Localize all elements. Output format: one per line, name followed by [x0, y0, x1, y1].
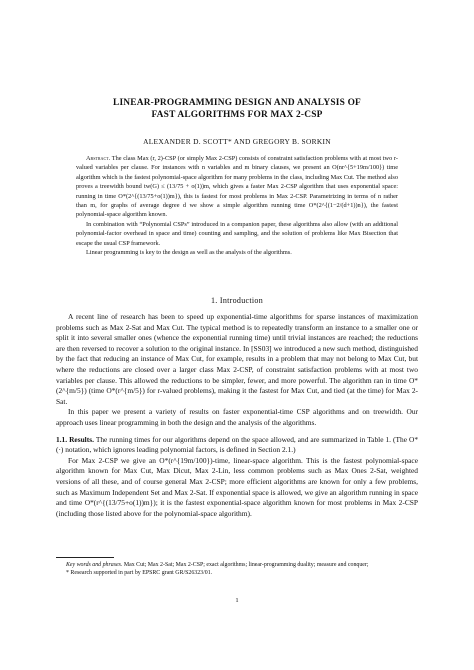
- abstract-text-1: The class Max (r, 2)-CSP (or simply Max 2-CSP) consists of constraint satisfaction problems with at most two r-valued variables per clause. For instances with n variables and m binary clauses, we present an O(nr^{5+19m/100}) time algorithm which is the fastest polynomial-space algorithm for many problems in the class, including Max Cut. The method also proves a treewidth bound tw(G) ≤ (13/75 + o(1))m, which gives a faster Max 2-CSP algorithm that uses exponential space: running in time O*(2^{(13/75+o(1))m}), this is fastest for most problems in Max 2-CSP. Parametrizing in terms of n rather than m, for graphs of average degree d we show a simple algorithm running time O*(2^{(1−2/(d+1))n}), the fastest polynomial-space algorithm known.: [76, 155, 398, 219]
- abstract: [76, 154, 398, 257]
- abstract-paragraph-3: Linear programming is key to the design as well as the analysis of the algorithms.: [86, 249, 292, 257]
- intro-paragraph-1: A recent line of research has been to speed up exponential-time algorithms for sparse instances of maximization problems such as Max 2-Sat and Max Cut. The typical method is to repeatedly transform an instance to a smaller one or split it into several smaller ones (whence the exponential running time) until trivial instances are reached; the reductions are then reversed to recover a solution to the original instance. In [SS03] we introduced a new such method, distinguished by the fact that reducing an instance of Max Cut, for example, results in a problem that may not belong to Max Cut, but where the reductions are closed over a larger class Max 2-CSP, of constraint satisfaction problems with at most two variables per clause. This allowed the reductions to be simpler, fewer, and more powerful. The algorithm ran in time O*(2^{m/5}) (time O*(r^{m/5}) for r-valued problems), making it the fastest for Max Cut, and tied (at the time) for Max 2-Sat.: [56, 312, 418, 406]
- results-paragraph-1: [56, 435, 418, 456]
- intro-paragraph-2: In this paper we present a variety of results on faster exponential-time CSP algorithms and on treewidth. Our approach uses linear programming in both the design and the analysis of the algorithms.: [56, 407, 418, 427]
- abstract-paragraph-2: In combination with “Polynomial CSPs” introduced in a companion paper, these algorithms also allow (with an additional polynomial-factor overhead in space and time) counting and sampling, and the solution of problems like Max Bisection that escape the usual CSP framework.: [76, 220, 398, 247]
- results-text-1: The running times for our algorithms depend on the space allowed, and are summarized in Table 1. (The O*(·) notation, which ignores leading polynomial factors, is defined in Section 2.1.): [56, 434, 419, 455]
- results-label: 1.1. Results.: [56, 434, 94, 444]
- section-heading: 1. Introduction: [210, 296, 264, 305]
- abstract-label: Abstract.: [86, 155, 111, 162]
- page-number: 1: [235, 597, 239, 604]
- keywords-footnote: [56, 561, 418, 569]
- title-line-1: LINEAR-PROGRAMMING DESIGN AND ANALYSIS OF: [113, 98, 361, 108]
- footnote-rule: [56, 557, 114, 558]
- author-line: ALEXANDER D. SCOTT* AND GREGORY B. SORKIN: [143, 137, 331, 146]
- paper-title: [60, 97, 414, 121]
- support-footnote: * Research supported in part by EPSRC grant GR/S26323/01.: [66, 570, 213, 577]
- keywords-text: Max Cut; Max 2-Sat; Max 2-CSP; exact algorithms; linear-programming duality; measure and conquer;: [123, 562, 369, 568]
- keywords-label: Key words and phrases.: [66, 562, 123, 568]
- body-text: [56, 312, 418, 519]
- title-line-2: FAST ALGORITHMS FOR MAX 2-CSP: [151, 110, 323, 120]
- abstract-paragraph-1: [76, 154, 398, 220]
- footnotes: [56, 561, 418, 578]
- results-paragraph-2: For Max 2-CSP we give an O*(r^{19m/100})-time, linear-space algorithm. This is the fastest polynomial-space algorithm known for Max Cut, Max Dicut, Max 2-Lin, less common problems such as Max Ones 2-Sat, weighted versions of all these, and of course general Max 2-CSP; more efficient algorithms are known for only a few problems, such as Maximum Independent Set and Max 2-Sat. If exponential space is allowed, we give an algorithm running in space and time O*(r^{(13/75+o(1))m}); it is the fastest exponential-space algorithm known for most problems in Max 2-CSP (including those listed above for the polynomial-space algorithm).: [56, 455, 418, 518]
